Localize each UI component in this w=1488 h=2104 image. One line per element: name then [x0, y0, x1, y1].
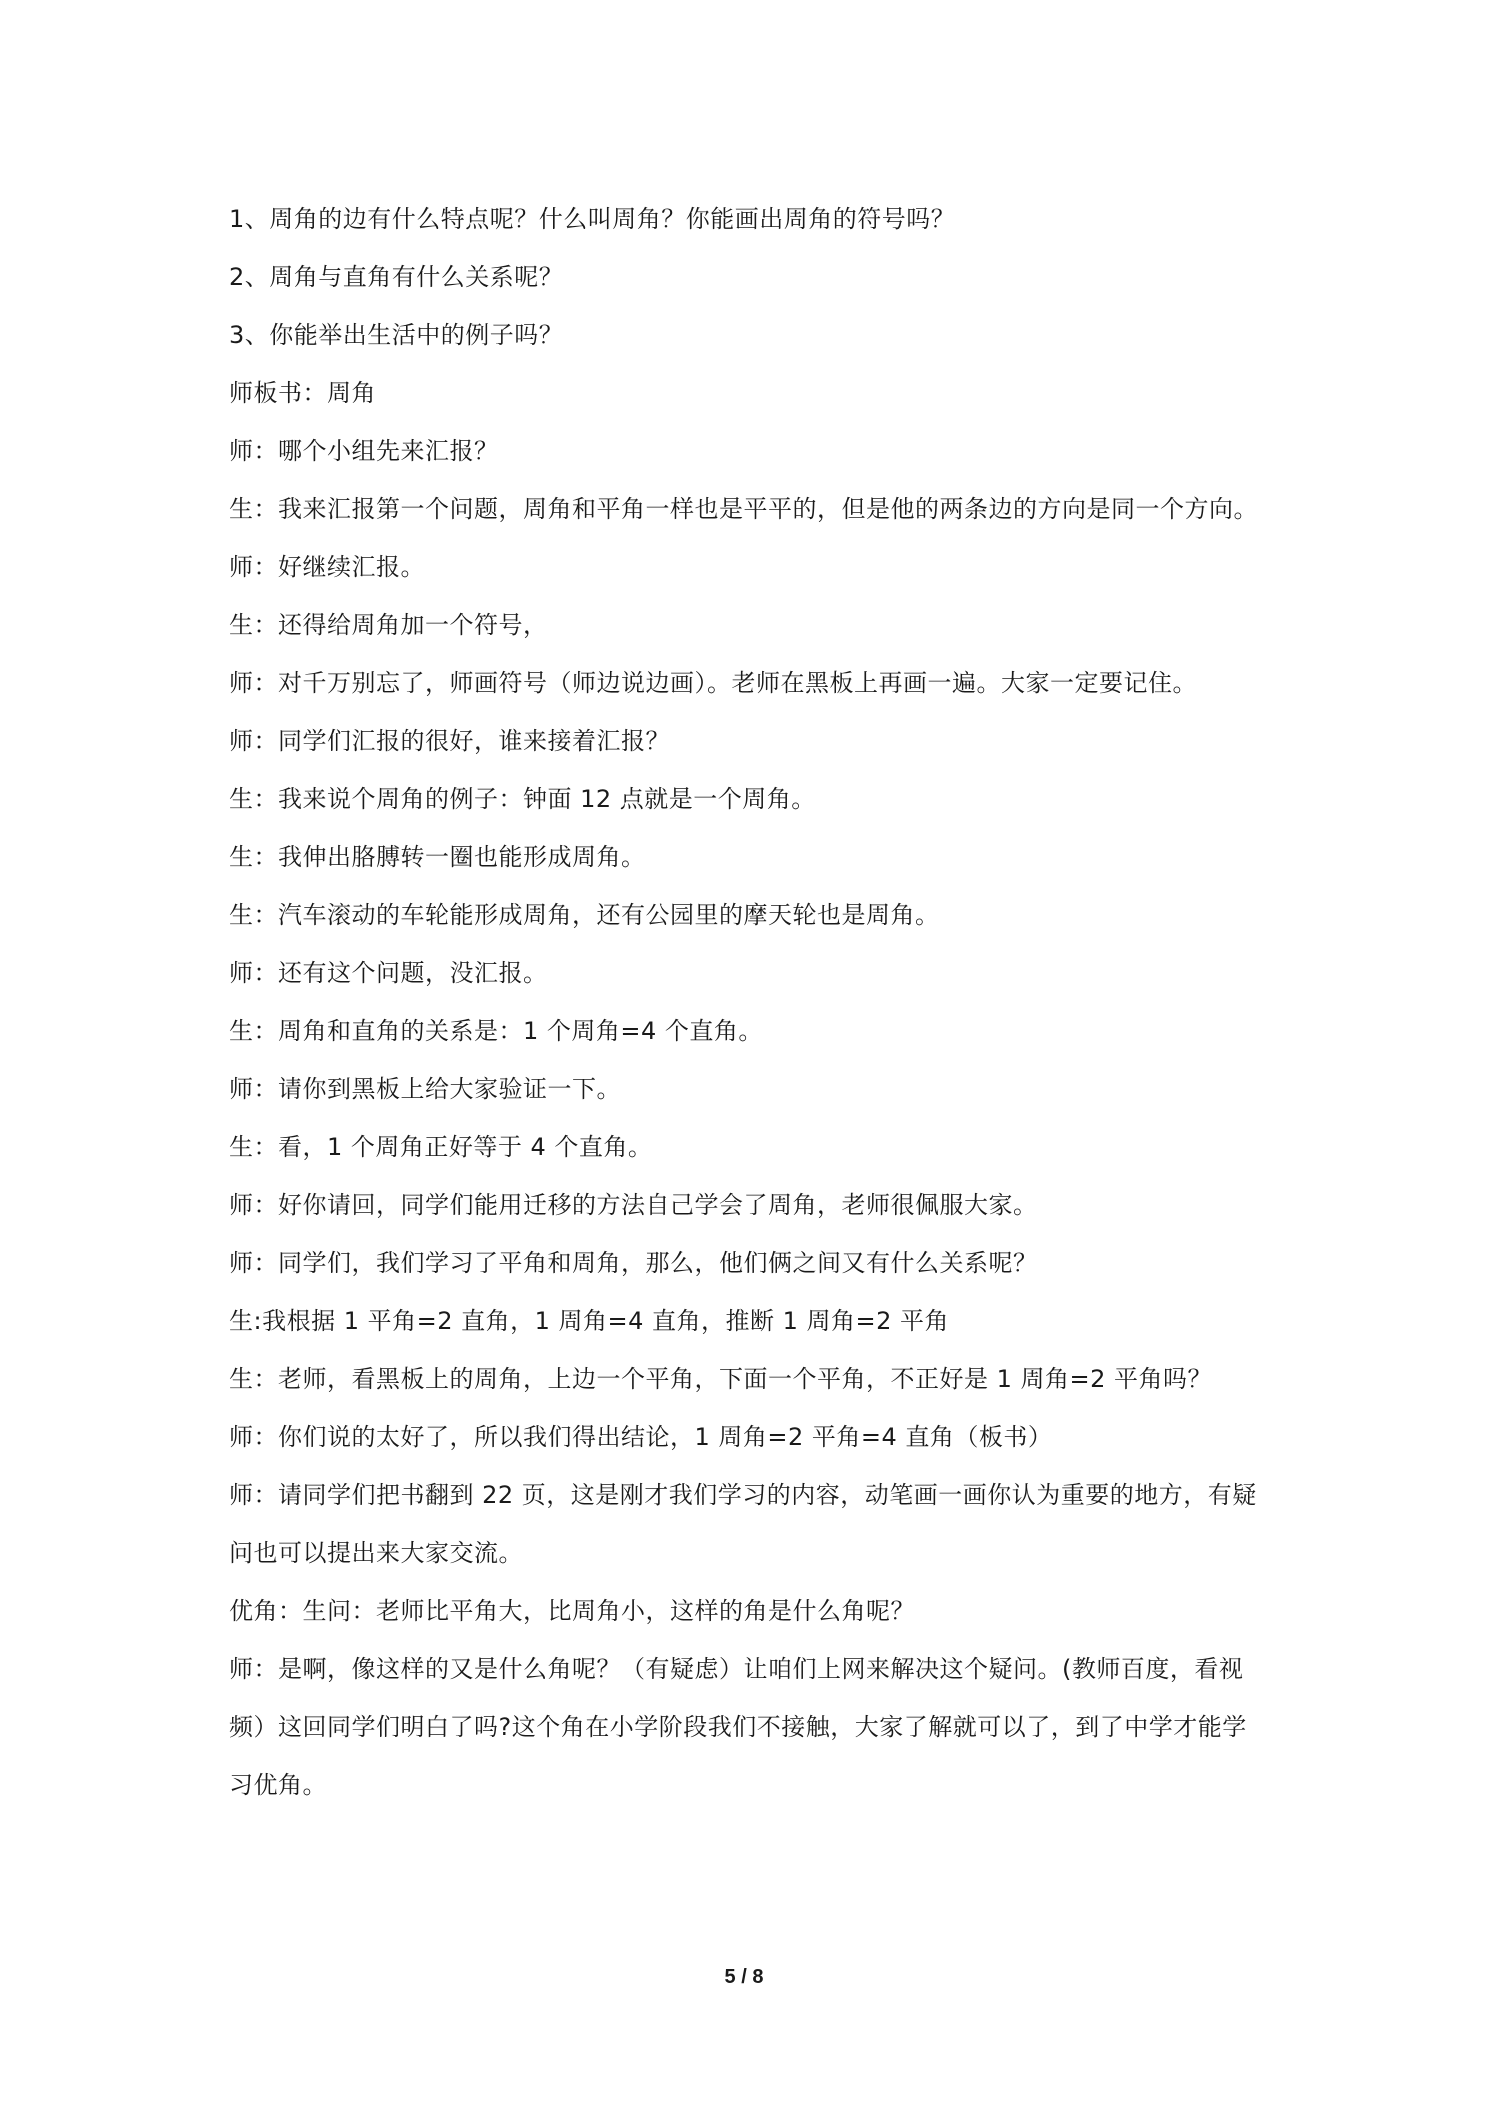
- paragraph: 生：我伸出胳膊转一圈也能形成周角。: [229, 843, 646, 871]
- page-number: 5 / 8: [724, 1966, 764, 1988]
- document-body: [229, 190, 1269, 1814]
- paragraph: 师：哪个小组先来汇报？: [229, 437, 499, 465]
- paragraph: 师：同学们，我们学习了平角和周角，那么，他们俩之间又有什么关系呢？: [229, 1249, 1038, 1277]
- paragraph: 生：我来说个周角的例子：钟面 12 点就是一个周角。: [229, 785, 816, 813]
- paragraph: 师：还有这个问题，没汇报。: [229, 959, 548, 987]
- paragraph: 师：请你到黑板上给大家验证一下。: [229, 1075, 621, 1103]
- paragraph: 生：看，1 个周角正好等于 4 个直角。: [229, 1133, 653, 1161]
- paragraph: 3、你能举出生活中的例子吗？: [229, 321, 564, 349]
- paragraph: 优角：生问：老师比平角大，比周角小，这样的角是什么角呢？: [229, 1597, 915, 1625]
- paragraph: 生：还得给周角加一个符号，: [229, 611, 548, 639]
- paragraph: 生：我来汇报第一个问题，周角和平角一样也是平平的，但是他的两条边的方向是同一个方向。: [229, 495, 1258, 523]
- paragraph: 师：请同学们把书翻到 22 页，这是刚才我们学习的内容，动笔画一画你认为重要的地方，有疑问也可以提出来大家交流。: [229, 1481, 1257, 1567]
- paragraph: 1、周角的边有什么特点呢？什么叫周角？你能画出周角的符号吗？: [229, 205, 956, 233]
- paragraph: 生：老师，看黑板上的周角，上边一个平角，下面一个平角，不正好是 1 周角=2 平角吗？: [229, 1365, 1213, 1393]
- paragraph: 生:我根据 1 平角=2 直角，1 周角=4 直角，推断 1 周角=2 平角: [229, 1307, 950, 1335]
- paragraph: 师：好继续汇报。: [229, 553, 425, 581]
- paragraph: 师：对千万别忘了，师画符号（师边说边画）。老师在黑板上再画一遍。大家一定要记住。: [229, 669, 1197, 697]
- paragraph: 师：好你请回，同学们能用迁移的方法自己学会了周角，老师很佩服大家。: [229, 1191, 1038, 1219]
- paragraph: 生：汽车滚动的车轮能形成周角，还有公园里的摩天轮也是周角。: [229, 901, 940, 929]
- paragraph: 师：你们说的太好了，所以我们得出结论，1 周角=2 平角=4 直角（板书）: [229, 1423, 1053, 1451]
- paragraph: 生：周角和直角的关系是：1 个周角=4 个直角。: [229, 1017, 763, 1045]
- paragraph: 师：是啊，像这样的又是什么角呢？（有疑虑）让咱们上网来解决这个疑问。(教师百度，看视频）这回同学们明白了吗?这个角在小学阶段我们不接触，大家了解就可以了，到了中学才能学习优角。: [229, 1655, 1247, 1799]
- paragraph: 2、周角与直角有什么关系呢？: [229, 263, 564, 291]
- paragraph: 师：同学们汇报的很好，谁来接着汇报？: [229, 727, 670, 755]
- paragraph: 师板书：周角: [229, 379, 376, 407]
